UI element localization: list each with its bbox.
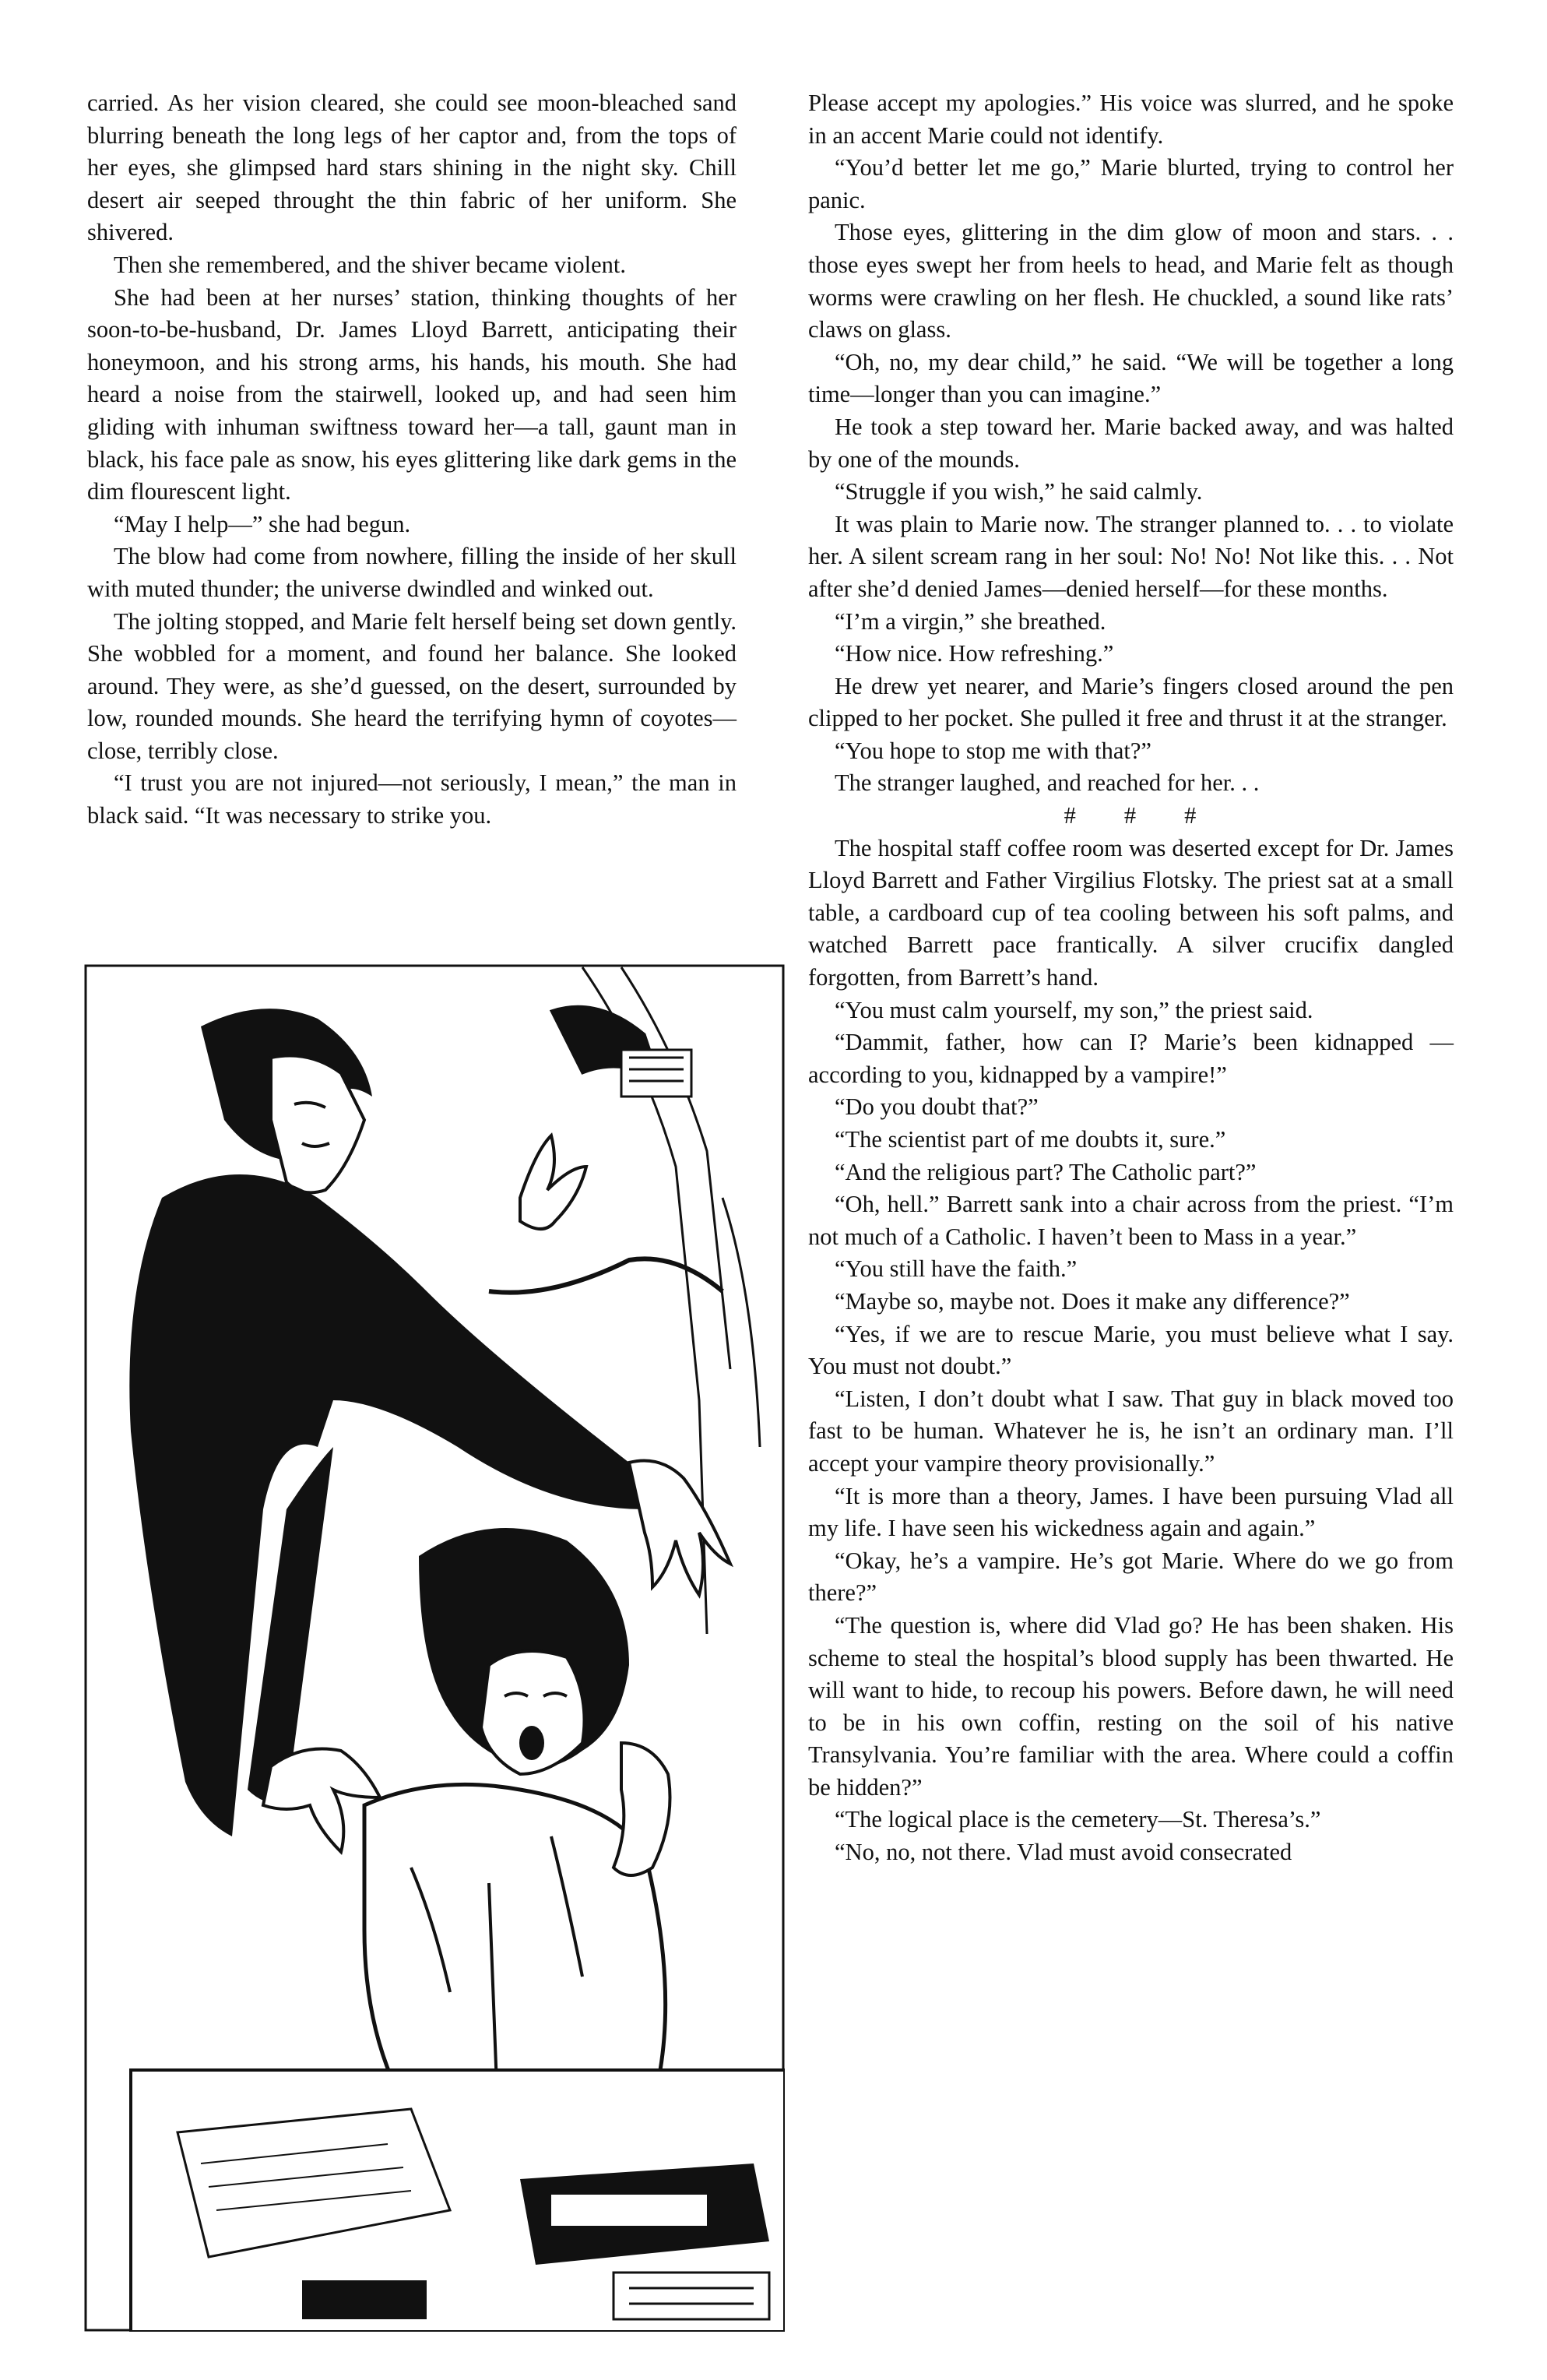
- paragraph: “Oh, hell.” Barrett sank into a chair across from the priest. “I’m not much of a Catholic. I haven’t been to Mass in a year.”: [808, 1191, 1454, 1250]
- scene-break-mark: #: [1184, 802, 1198, 829]
- paragraph: “How nice. How refreshing.”: [835, 640, 1114, 667]
- paragraph: “And the religious part? The Catholic part?”: [835, 1158, 1257, 1185]
- right-text-column: [808, 87, 1454, 1869]
- paragraph: carried. As her vision cleared, she could see moon-bleached sand blurring beneath the long legs of her captor and, from the tops of her eyes, she glimpsed hard stars shining in the night sky. Chill desert air seeped throught the thin fabric of her uniform. She shivered.: [87, 90, 737, 246]
- paragraph: He took a step toward her. Marie backed away, and was halted by one of the mounds.: [808, 413, 1454, 473]
- paragraph: “May I help—” she had begun.: [114, 510, 411, 537]
- paragraph: “I trust you are not injured—not seriously, I mean,” the man in black said. “It was necessary to strike you.: [87, 769, 737, 829]
- scene-break: [808, 800, 1454, 833]
- illustration-vampire-attacking-nurse: [84, 964, 785, 2332]
- paragraph: “Maybe so, maybe not. Does it make any difference?”: [835, 1287, 1350, 1315]
- paragraph: The blow had come from nowhere, filling the inside of her skull with muted thunder; the universe dwindled and winked out.: [87, 543, 737, 602]
- paragraph: “Oh, no, my dear child,” he said. “We will be together a long time—longer than you can imagine.”: [808, 348, 1454, 408]
- paragraph: “You still have the faith.”: [835, 1255, 1078, 1283]
- paragraph: “You must calm yourself, my son,” the priest said.: [835, 996, 1313, 1023]
- paragraph: “I’m a virgin,” she breathed.: [835, 607, 1106, 635]
- paragraph: “Yes, if we are to rescue Marie, you must believe what I say. You must not doubt.”: [808, 1320, 1454, 1380]
- desk-with-papers: [131, 2070, 785, 2332]
- paragraph: “You’d better let me go,” Marie blurted, trying to control her panic.: [808, 154, 1454, 213]
- paragraph: “Okay, he’s a vampire. He’s got Marie. Where do we go from there?”: [808, 1547, 1454, 1607]
- paragraph: The jolting stopped, and Marie felt herself being set down gently. She wobbled for a moment, and found her balance. She looked around. They were, as she’d guessed, on the desert, surrounded by low, rounded mounds. She heard the terrifying hymn of coyotes—close, terribly close.: [87, 607, 737, 764]
- paragraph: “The logical place is the cemetery—St. Theresa’s.”: [835, 1806, 1321, 1833]
- paragraph: “You hope to stop me with that?”: [835, 737, 1151, 764]
- paragraph: “It is more than a theory, James. I have been pursuing Vlad all my life. I have seen his wickedness again and again.”: [808, 1482, 1454, 1542]
- left-text-column: [87, 87, 737, 833]
- paragraph: She had been at her nurses’ station, thinking thoughts of her soon-to-be-husband, Dr. James Lloyd Barrett, anticipating their honeymoon, and his strong arms, his hands, his mouth. She had heard a noise from the stairwell, looked up, and had seen him gliding with inhuman swiftness toward her—a tall, gaunt man in black, his face pale as snow, his eyes glittering like dark gems in the dim flourescent light.: [87, 283, 737, 505]
- paragraph: “The scientist part of me doubts it, sure.”: [835, 1126, 1226, 1153]
- paragraph: Those eyes, glittering in the dim glow of moon and stars. . . those eyes swept her from heels to head, and Marie felt as though worms were crawling on her flesh. He chuckled, a sound like rats’ claws on glass.: [808, 219, 1454, 343]
- scene-break-mark: #: [1123, 802, 1138, 829]
- scene-break-mark: #: [1064, 802, 1078, 829]
- paragraph: It was plain to Marie now. The stranger planned to. . . to violate her. A silent scream rang in her soul: No! No! Not like this. . . Not after she’d denied James—denied herself—for these months.: [808, 510, 1454, 602]
- paragraph: “No, no, not there. Vlad must avoid consecrated: [835, 1839, 1292, 1866]
- paragraph: “Struggle if you wish,” he said calmly.: [835, 478, 1203, 505]
- paragraph: “Dammit, father, how can I? Marie’s been kidnapped —according to you, kidnapped by a vampire!”: [808, 1029, 1454, 1088]
- paragraph: “The question is, where did Vlad go? He has been shaken. His scheme to steal the hospital’s blood supply has been thwarted. He will want to hide, to recoup his powers. Before dawn, he will need to be in his own coffin, resting on the soil of his native Transylvania. You’re familiar with the area. Where could a coffin be hidden?”: [808, 1611, 1454, 1801]
- paragraph: The hospital staff coffee room was deserted except for Dr. James Lloyd Barrett and Father Virgilius Flotsky. The priest sat at a small table, a cardboard cup of tea cooling between his soft palms, and watched Barrett pace frantically. A silver crucifix dangled forgotten, from Barrett’s hand.: [808, 834, 1454, 991]
- paragraph: The stranger laughed, and reached for her. . .: [835, 769, 1260, 797]
- paragraph: Then she remembered, and the shiver became violent.: [114, 251, 627, 278]
- paragraph: “Listen, I don’t doubt what I saw. That guy in black moved too fast to be human. Whatever he is, he isn’t an ordinary man. I’ll accept your vampire theory provisionally.”: [808, 1385, 1454, 1477]
- paragraph: “Do you doubt that?”: [835, 1093, 1039, 1121]
- paragraph: He drew yet nearer, and Marie’s fingers closed around the pen clipped to her pocket. She pulled it free and thrust it at the stranger.: [808, 672, 1454, 732]
- paragraph: Please accept my apologies.” His voice was slurred, and he spoke in an accent Marie could not identify.: [808, 90, 1454, 149]
